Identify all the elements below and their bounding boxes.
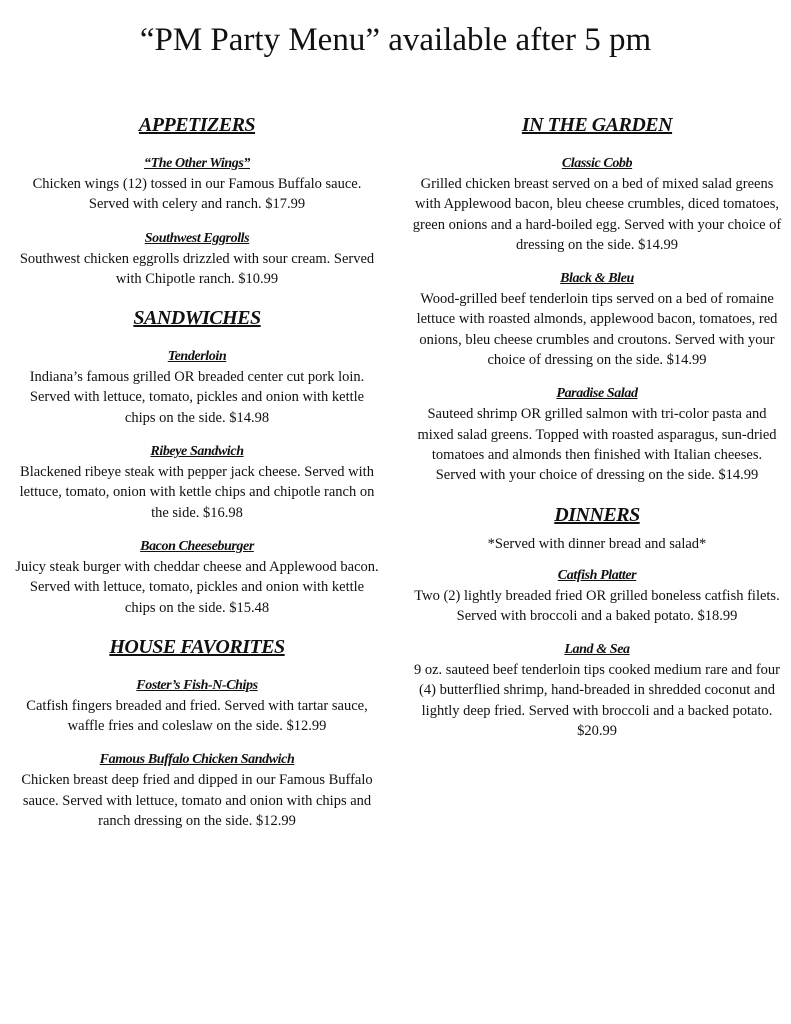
menu-item-description: Wood-grilled beef tenderloin tips served on a bed of romaine lettuce with roasted almonds, applewood bacon, tomatoes, red onions, bleu cheese crumbles and croutons. Served with your choice of dressing on the side. $14.99: [416, 291, 778, 369]
menu-item: [14, 750, 380, 831]
section-heading: IN THE GARDEN: [521, 114, 673, 136]
menu-item: [412, 640, 782, 741]
menu-item-description: 9 oz. sauteed beef tenderloin tips cooked medium rare and four (4) butterflied shrimp, hand-breaded in shredded coconut and lightly deep fried. Served with broccoli and a backed potato. $20.99: [414, 662, 780, 740]
page-title: “PM Party Menu” available after 5 pm: [139, 22, 652, 58]
menu-item-description: Two (2) lightly breaded fried OR grilled boneless catfish filets. Served with broccoli and a baked potato. $18.99: [414, 587, 780, 624]
menu-item: [14, 676, 380, 737]
section-house-favorites: [14, 632, 380, 831]
section-sandwiches: [14, 303, 380, 618]
menu-item-description: Indiana’s famous grilled OR breaded center cut pork loin. Served with lettuce, tomato, pickles and onion with kettle chips on the side. $14.98: [29, 369, 365, 426]
section-appetizers: [14, 110, 380, 289]
menu-item-description: Sauteed shrimp OR grilled salmon with tri-color pasta and mixed salad greens. Topped with roasted asparagus, sun-dried tomatoes and almonds then finished with Italian cheeses. Served with your choice of dressing on the side. $14.99: [417, 406, 777, 484]
menu-item-name: Catfish Platter: [557, 567, 637, 583]
menu-item-name: Ribeye Sandwich: [150, 444, 244, 460]
section-heading: DINNERS: [554, 503, 640, 526]
section-heading: SANDWICHES: [133, 307, 261, 330]
menu-item-name: Classic Cobb: [561, 156, 633, 171]
menu-item-description: Blackened ribeye steak with pepper jack cheese. Served with lettuce, tomato, onion with kettle chips and chipotle ranch on the side. $16.98: [19, 464, 375, 521]
menu-item: [14, 347, 380, 428]
section-note: *Served with dinner bread and salad*: [487, 535, 707, 552]
menu-item-description: Juicy steak burger with cheddar cheese and Applewood bacon. Served with lettuce, tomato, pickles and onion with kettle chips on the side. $15.48: [15, 558, 379, 616]
menu-item: [412, 384, 782, 485]
menu-item-name: Southwest Eggrolls: [144, 230, 250, 246]
menu-item: [14, 537, 380, 618]
menu-item-name: Foster’s Fish-N-Chips: [136, 677, 258, 693]
menu-item: [14, 442, 380, 523]
menu-item-name: “The Other Wings”: [144, 156, 250, 171]
menu-item-name: Black & Bleu: [560, 271, 634, 287]
right-column: [412, 110, 782, 755]
menu-item-description: Catfish fingers breaded and fried. Served with tartar sauce, waffle fries and coleslaw on the side. $12.99: [26, 697, 368, 735]
menu-item: [412, 154, 782, 255]
menu-item: [14, 229, 380, 290]
menu-item: [412, 269, 782, 370]
menu-item-name: Famous Buffalo Chicken Sandwich: [99, 752, 295, 768]
menu-item-description: Grilled chicken breast served on a bed of mixed salad greens with Applewood bacon, bleu cheese crumbles, diced tomatoes, green onions and a hard-boiled egg. Served with your choice of dressing on the side. $14.99: [412, 176, 782, 253]
menu-item-name: Paradise Salad: [556, 386, 638, 402]
menu-item-description: Southwest chicken eggrolls drizzled with sour cream. Served with Chipotle ranch. $10.99: [19, 250, 375, 287]
menu-item-description: Chicken breast deep fried and dipped in our Famous Buffalo sauce. Served with lettuce, tomato and onion with chips and ranch dressing on the side. $12.99: [21, 772, 373, 830]
menu-item: [14, 154, 380, 215]
section-dinners: [412, 500, 782, 742]
menu-item-description: Chicken wings (12) tossed in our Famous Buffalo sauce. Served with celery and ranch. $17.99: [32, 176, 362, 213]
section-in-the-garden: [412, 110, 782, 486]
section-heading: APPETIZERS: [138, 114, 256, 136]
section-heading: HOUSE FAVORITES: [109, 635, 285, 658]
menu-item-name: Tenderloin: [167, 349, 227, 365]
left-column: [14, 110, 380, 845]
menu-item: [412, 566, 782, 627]
menu-item-name: Bacon Cheeseburger: [140, 538, 254, 554]
menu-item-name: Land & Sea: [564, 642, 630, 658]
